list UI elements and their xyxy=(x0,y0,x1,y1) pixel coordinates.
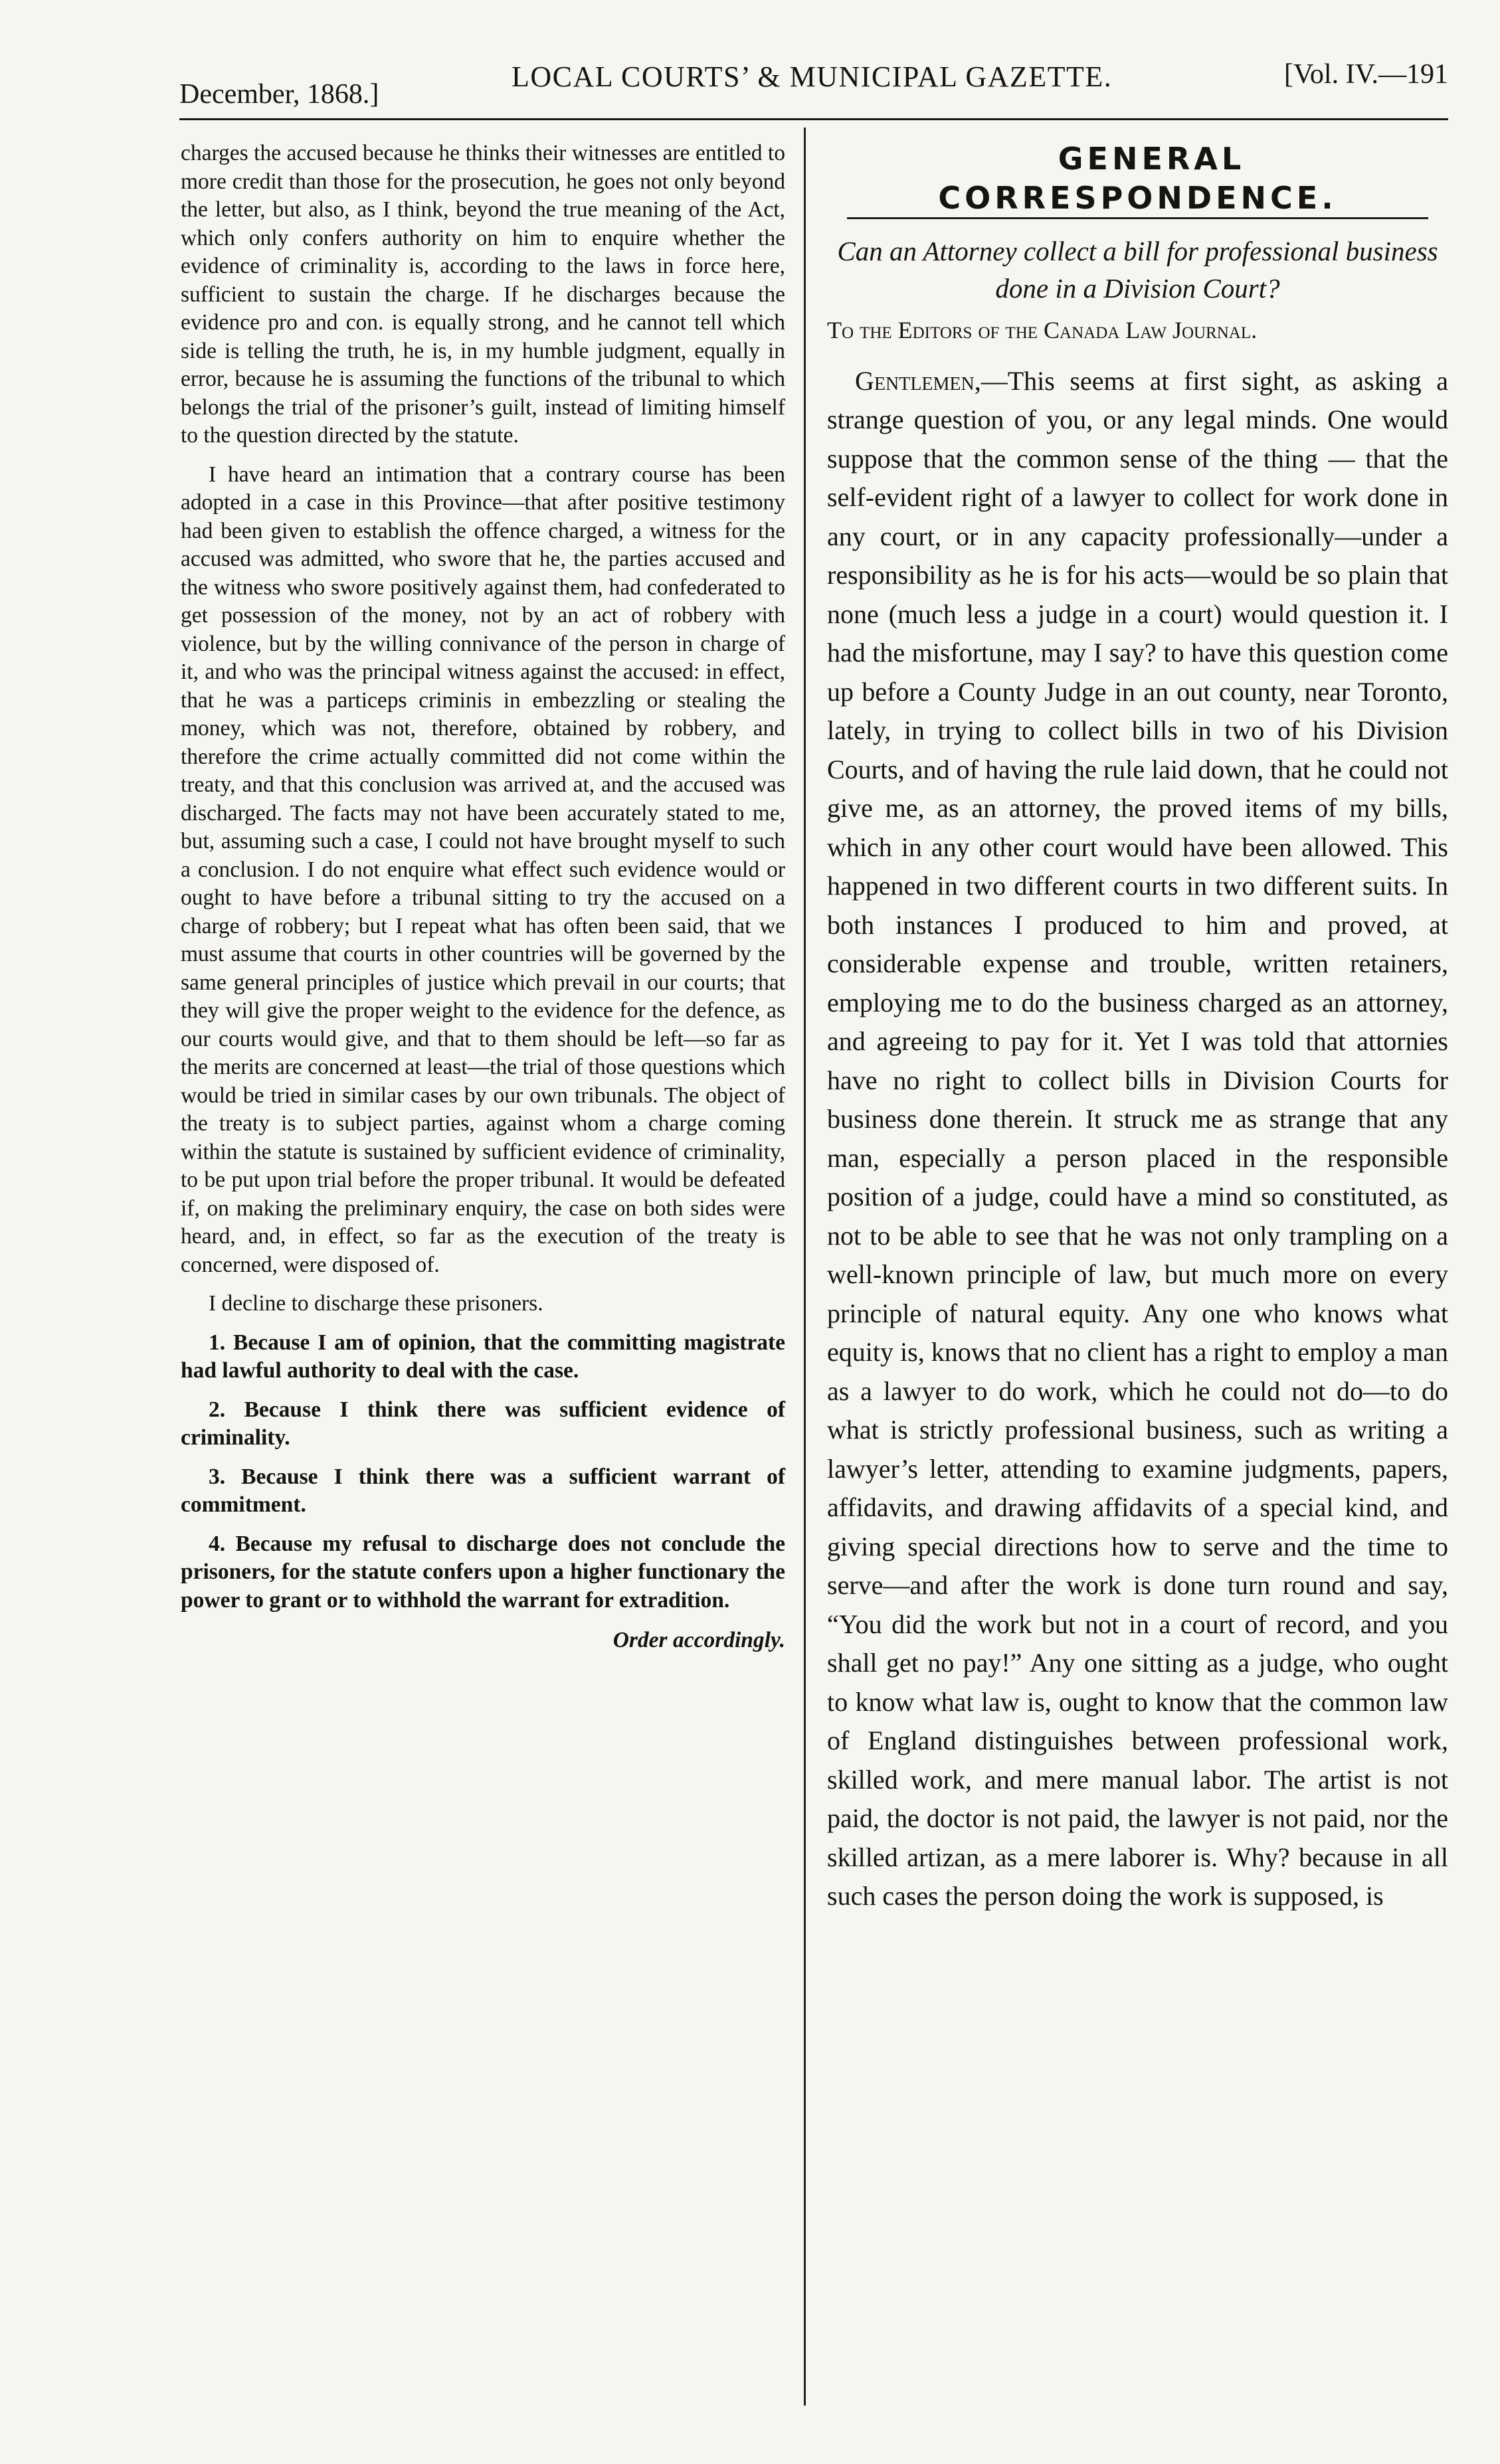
section-title: GENERAL CORRESPONDENCE. xyxy=(938,141,1337,216)
letter-question: Can an Attorney collect a bill for professional business done in a Division Court? xyxy=(837,236,1438,304)
letter-body xyxy=(827,362,1448,1916)
reason-2: 2. Because I think there was sufficient evidence of criminality. xyxy=(181,1397,785,1450)
reason-3: 3. Because I think there was a sufficient warrant of commitment. xyxy=(181,1464,785,1517)
header-rule xyxy=(179,118,1448,120)
reason-1: 1. Because I am of opinion, that the committing magistrate had lawful authority to deal with the case. xyxy=(181,1330,785,1383)
right-column xyxy=(827,139,1448,1916)
left-paragraph-3: I decline to discharge these prisoners. xyxy=(209,1291,543,1316)
left-paragraph-1: charges the accused because he thinks their witnesses are entitled to more credit than those for the prosecution, he goes not only beyond the letter, but also, as I think, beyond the true meaning of the Act, which only confers authority on him to enquire whether the evidence of criminality is, according to the laws in force here, sufficient to sustain the charge. If he discharges because the evidence pro and con. is equally strong, and he cannot tell which side is telling the truth, he is, in my humble judgment, equally in error, because he is assuming the functions of the tribunal to which belongs the trial of the prisoner’s guilt, instead of limiting himself to the question directed by the statute. xyxy=(181,141,785,448)
reason-4: 4. Because my refusal to discharge does not conclude the prisoners, for the statute confers upon a higher functionary the power to grant or to withhold the warrant for extradition. xyxy=(181,1531,785,1613)
header-date: December, 1868.] xyxy=(179,79,379,110)
column-divider xyxy=(804,128,806,2406)
header-title: LOCAL COURTS’ & MUNICIPAL GAZETTE. xyxy=(512,60,1113,93)
left-column xyxy=(181,139,785,1655)
order-accordingly: Order accordingly. xyxy=(612,1628,785,1652)
section-title-rule xyxy=(847,217,1428,219)
running-header xyxy=(179,54,1448,114)
header-volume: [Vol. IV.—191 xyxy=(1284,59,1448,90)
letter-body-text: —This seems at first sight, as asking a strange question of you, or any legal minds. One would suppose that the common sense of the thing — that the self-evident right of a lawyer to collect for work done in any court, or in any capacity professionally—under a responsibility as he is for his acts—would be so plain that none (much less a judge in a court) would question it. I had the misfortune, may I say? to have this question come up before a County Judge in an out county, near Toronto, lately, in trying to collect bills in two of his Division Courts, and of having the rule laid down, that he could not give me, as an attorney, the proved items of my bills, which in any other court would have been allowed. This happened in two different courts in two different suits. In both instances I produced to him and proved, at considerable expense and trouble, written retainers, employing me to do the business charged as an attorney, and agreeing to pay for it. Yet I was told that attornies have no right to collect bills in Division Courts for business done therein. It struck me as strange that any man, especially a person placed in the responsible position of a judge, could have a mind so constituted, as not to be able to see that he was not only trampling on a well-known principle of law, but much more on every principle of natural equity. Any one who knows what equity is, knows that no client has a right to employ a man as a lawyer to do work, which he could not do—to do what is strictly professional business, such as writing a lawyer’s letter, attending to examine judgments, papers, affidavits, and drawing affidavits of a special kind, and giving special directions how to serve and the time to serve—and after the work is done turn round and say, “You did the work but not in a court of record, and you shall get no pay!” Any one sitting as a judge, who ought to know what law is, ought to know that the common law of England distinguishes between professional work, skilled work, and mere manual labor. The artist is not paid, the doctor is not paid, the lawyer is not paid, nor the skilled artizan, as a mere laborer is. Why? because in all such cases the person doing the work is supposed, is xyxy=(827,365,1448,1911)
left-paragraph-2: I have heard an intimation that a contrary course has been adopted in a case in this Province—that after positive testimony had been given to establish the offence charged, a witness for the accused was admitted, who swore that he, the parties accused and the witness who swore positively against them, had confederated to get possession of the money, not by an act of robbery with violence, but by the willing connivance of the person in charge of it, and who was the principal witness against the accused: in effect, that he was a particeps criminis in embezzling or stealing the money, which was not, therefore, obtained by robbery, and therefore the crime actually committed did not come within the treaty, and that this conclusion was arrived at, and the accused was discharged. The facts may not have been accurately stated to me, but, assuming such a case, I could not have brought myself to such a conclusion. I do not enquire what effect such evidence would or ought to have before a tribunal sitting to try the accused on a charge of robbery; but I repeat what has often been said, that we must assume that courts in other countries will be governed by the same general principles of justice which prevail in our courts; that they will give the proper weight to the evidence for the defence, as our courts would give, and that to them should be left—so far as the merits are concerned at least—the trial of those questions which would be tried in similar cases by our own tribunals. The object of the treaty is to subject parties, against whom a charge coming within the statute is sustained by sufficient evidence of criminality, to be put upon trial before the proper tribunal. It would be defeated if, on making the preliminary enquiry, the case on both sides were heard, and, in effect, so far as the execution of the treaty is concerned, were disposed of. xyxy=(181,462,785,1277)
letter-addressee: To the Editors of the Canada Law Journal. xyxy=(827,317,1258,343)
letter-salutation: Gentlemen, xyxy=(855,365,981,396)
